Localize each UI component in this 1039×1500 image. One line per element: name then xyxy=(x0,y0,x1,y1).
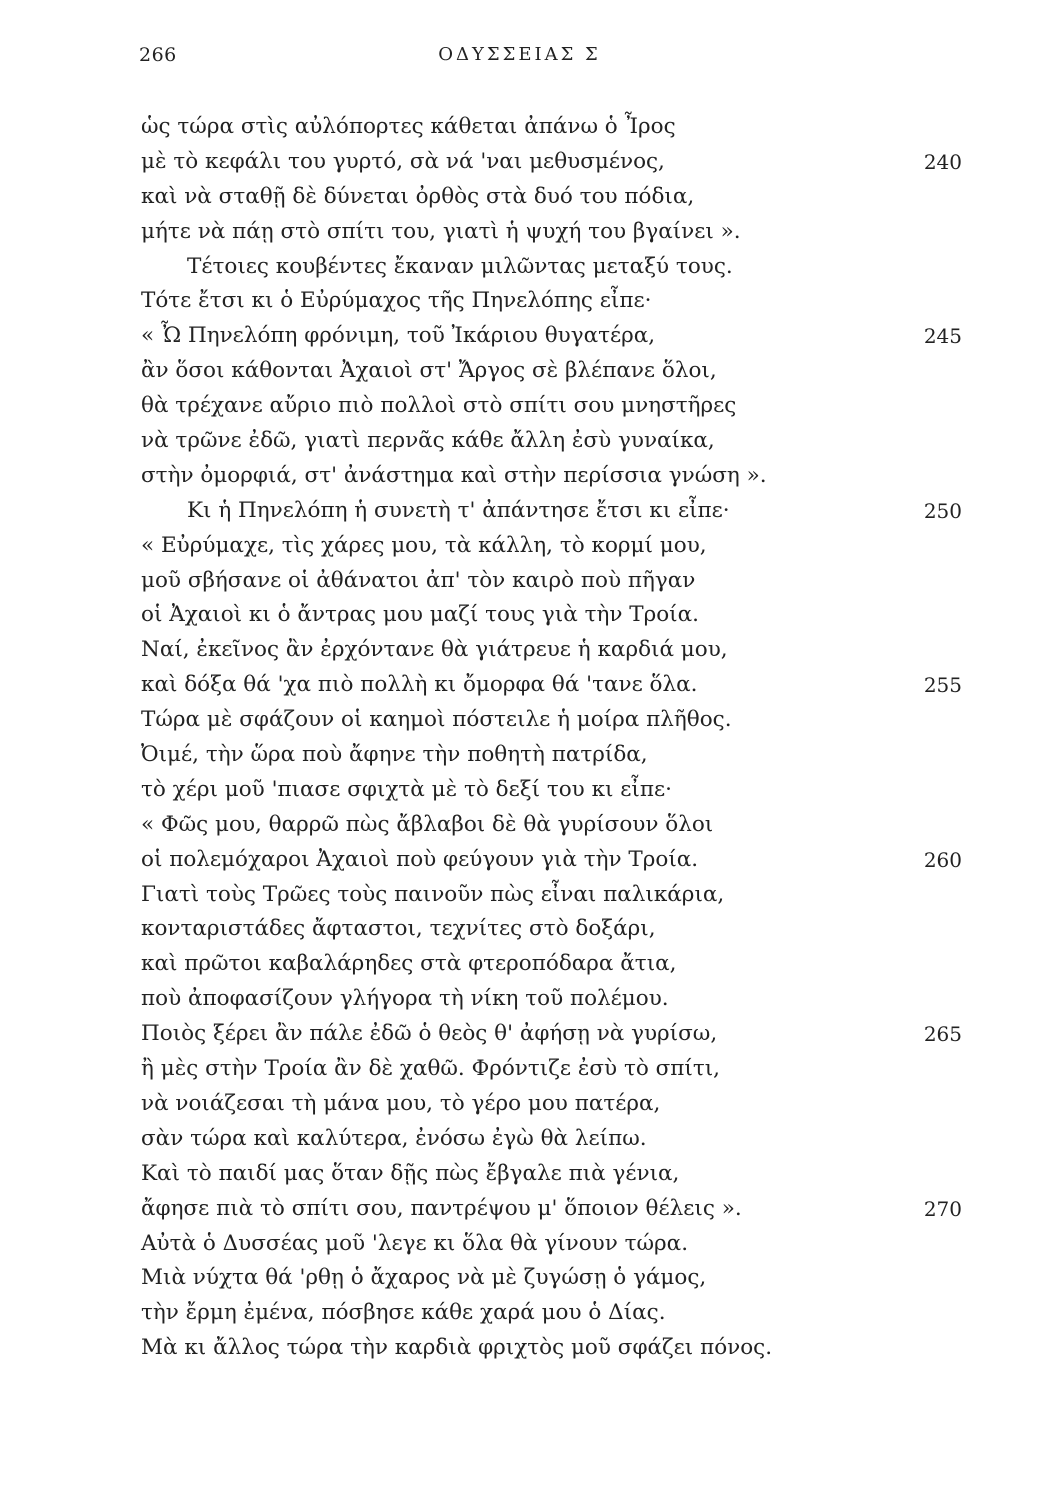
verse-line xyxy=(0,843,1039,878)
verse-line xyxy=(0,1052,1039,1087)
verse-text: ὡς τώρα στὶς αὐλόπορτες κάθεται ἀπάνω ὁ Ἶρος xyxy=(141,114,676,139)
verse-line xyxy=(0,564,1039,599)
verse-text: κονταριστάδες ἄφταστοι, τεχνίτες στὸ δοξάρι, xyxy=(141,916,656,942)
line-number: 265 xyxy=(923,1022,962,1047)
poem-body xyxy=(0,110,1039,1366)
verse-text: Μιὰ νύχτα θά 'ρθῃ ὁ ἄχαρος νὰ μὲ ζυγώσῃ ὁ γάμος, xyxy=(141,1265,707,1291)
verse-line xyxy=(0,773,1039,808)
verse-text: Γιατὶ τοὺς Τρῶες τοὺς παινοῦν πὼς εἶναι παλικάρια, xyxy=(141,881,725,907)
verse-line xyxy=(0,668,1039,703)
verse-text: Ναί, ἐκεῖνος ἂν ἐρχόντανε θὰ γιάτρευε ἡ καρδιά μου, xyxy=(141,637,728,663)
verse-line xyxy=(0,1261,1039,1296)
verse-line xyxy=(0,1227,1039,1262)
line-number: 245 xyxy=(923,324,962,349)
verse-line xyxy=(0,145,1039,180)
verse-line xyxy=(0,808,1039,843)
verse-text: νὰ τρῶνε ἐδῶ, γιατὶ περνᾶς κάθε ἄλλη ἐσὺ γυναίκα, xyxy=(141,428,715,454)
verse-line xyxy=(0,703,1039,738)
verse-text: μήτε νὰ πάῃ στὸ σπίτι του, γιατὶ ἡ ψυχή του βγαίνει ». xyxy=(141,218,741,244)
verse-line xyxy=(0,215,1039,250)
verse-text: Κι ἡ Πηνελόπη ἡ συνετὴ τ' ἀπάντησε ἔτσι κι εἶπε· xyxy=(187,497,730,523)
verse-line xyxy=(0,982,1039,1017)
verse-line xyxy=(0,529,1039,564)
verse-text: ποὺ ἀποφασίζουν γλήγορα τὴ νίκη τοῦ πολέμου. xyxy=(141,986,669,1012)
verse-text: τὸ χέρι μοῦ 'πιασε σφιχτὰ μὲ τὸ δεξί του κι εἶπε· xyxy=(141,776,672,802)
verse-line xyxy=(0,1296,1039,1331)
verse-text: « Φῶς μου, θαρρῶ πὼς ἄβλαβοι δὲ θὰ γυρίσουν ὅλοι xyxy=(141,811,714,837)
verse-text: θὰ τρέχανε αὔριο πιὸ πολλοὶ στὸ σπίτι σου μνηστῆρες xyxy=(141,393,737,419)
verse-text: οἱ Ἀχαιοὶ κι ὁ ἄντρας μου μαζί τους γιὰ τὴν Τροία. xyxy=(141,602,699,628)
verse-line xyxy=(0,110,1039,145)
verse-text: τὴν ἔρμη ἐμένα, πόσβησε κάθε χαρά μου ὁ Δίας. xyxy=(141,1300,666,1326)
verse-text: καὶ δόξα θά 'χα πιὸ πολλὴ κι ὄμορφα θά 'τανε ὅλα. xyxy=(141,672,698,698)
verse-line xyxy=(0,878,1039,913)
verse-line xyxy=(0,424,1039,459)
verse-line xyxy=(0,738,1039,773)
verse-text: Τότε ἔτσι κι ὁ Εὐρύμαχος τῆς Πηνελόπης εἶπε· xyxy=(141,288,652,314)
verse-line xyxy=(0,180,1039,215)
verse-text: ἢ μὲς στὴν Τροία ἂν δὲ χαθῶ. Φρόντιζε ἐσὺ τὸ σπίτι, xyxy=(141,1056,721,1082)
verse-line xyxy=(0,494,1039,529)
line-number: 255 xyxy=(923,673,962,698)
verse-line xyxy=(0,1122,1039,1157)
verse-text: ἄφησε πιὰ τὸ σπίτι σου, παντρέψου μ' ὅποιον θέλεις ». xyxy=(141,1195,742,1221)
verse-line xyxy=(0,947,1039,982)
verse-text: « Ὦ Πηνελόπη φρόνιμη, τοῦ Ἰκάριου θυγατέρα, xyxy=(141,323,656,349)
verse-text: Ὀιμέ, τὴν ὥρα ποὺ ἄφηνε τὴν ποθητὴ πατρίδα, xyxy=(141,742,648,768)
verse-line xyxy=(0,319,1039,354)
verse-line xyxy=(0,284,1039,319)
verse-line xyxy=(0,633,1039,668)
verse-text: μὲ τὸ κεφάλι του γυρτό, σὰ νά 'ναι μεθυσμένος, xyxy=(141,148,665,174)
verse-text: Ποιὸς ξέρει ἂν πάλε ἐδῶ ὁ θεὸς θ' ἀφήσῃ νὰ γυρίσω, xyxy=(141,1021,718,1047)
verse-line xyxy=(0,598,1039,633)
verse-text: ἂν ὅσοι κάθονται Ἀχαιοὶ στ' Ἄργος σὲ βλέπανε ὅλοι, xyxy=(141,358,717,384)
verse-text: Τέτοιες κουβέντες ἔκαναν μιλῶντας μεταξύ τους. xyxy=(187,253,733,279)
verse-text: Μὰ κι ἄλλος τώρα τὴν καρδιὰ φριχτὸς μοῦ σφάζει πόνος. xyxy=(141,1335,773,1361)
verse-line xyxy=(0,1331,1039,1366)
verse-line xyxy=(0,354,1039,389)
verse-line xyxy=(0,459,1039,494)
line-number: 260 xyxy=(923,847,962,872)
verse-line xyxy=(0,250,1039,285)
verse-text: στὴν ὀμορφιά, στ' ἀνάστημα καὶ στὴν περίσσια γνώση ». xyxy=(141,462,767,488)
line-number: 240 xyxy=(923,149,962,174)
verse-text: νὰ νοιάζεσαι τὴ μάνα μου, τὸ γέρο μου πατέρα, xyxy=(141,1090,661,1116)
page-header xyxy=(0,44,1039,74)
verse-line xyxy=(0,912,1039,947)
verse-text: καὶ πρῶτοι καβαλάρηδες στὰ φτεροπόδαρα ἄτια, xyxy=(141,951,677,977)
verse-text: Τώρα μὲ σφάζουν οἱ καημοὶ πόστειλε ἡ μοίρα πλῆθος. xyxy=(141,707,732,733)
verse-text: μοῦ σβήσανε οἱ ἀθάνατοι ἀπ' τὸν καιρὸ ποὺ πῆγαν xyxy=(141,567,696,593)
verse-line xyxy=(0,1192,1039,1227)
verse-text: Αὐτὰ ὁ Δυσσέας μοῦ 'λεγε κι ὅλα θὰ γίνουν τώρα. xyxy=(141,1230,689,1256)
running-title: ΟΔΥΣΣΕΙΑΣ Σ xyxy=(438,44,601,65)
verse-line xyxy=(0,1017,1039,1052)
verse-line xyxy=(0,389,1039,424)
line-number: 250 xyxy=(923,498,962,523)
page-number: 266 xyxy=(139,44,177,66)
verse-text: Καὶ τὸ παιδί μας ὅταν δῇς πὼς ἔβγαλε πιὰ γένια, xyxy=(141,1160,680,1186)
verse-text: καὶ νὰ σταθῇ δὲ δύνεται ὀρθὸς στὰ δυό του πόδια, xyxy=(141,183,695,209)
verse-text: σὰν τώρα καὶ καλύτερα, ἐνόσω ἐγὼ θὰ λείπω. xyxy=(141,1125,647,1151)
line-number: 270 xyxy=(923,1196,962,1221)
verse-text: « Εὐρύμαχε, τὶς χάρες μου, τὰ κάλλη, τὸ κορμί μου, xyxy=(141,532,707,558)
verse-line xyxy=(0,1157,1039,1192)
verse-line xyxy=(0,1087,1039,1122)
verse-text: οἱ πολεμόχαροι Ἀχαιοὶ ποὺ φεύγουν γιὰ τὴν Τροία. xyxy=(141,846,699,872)
